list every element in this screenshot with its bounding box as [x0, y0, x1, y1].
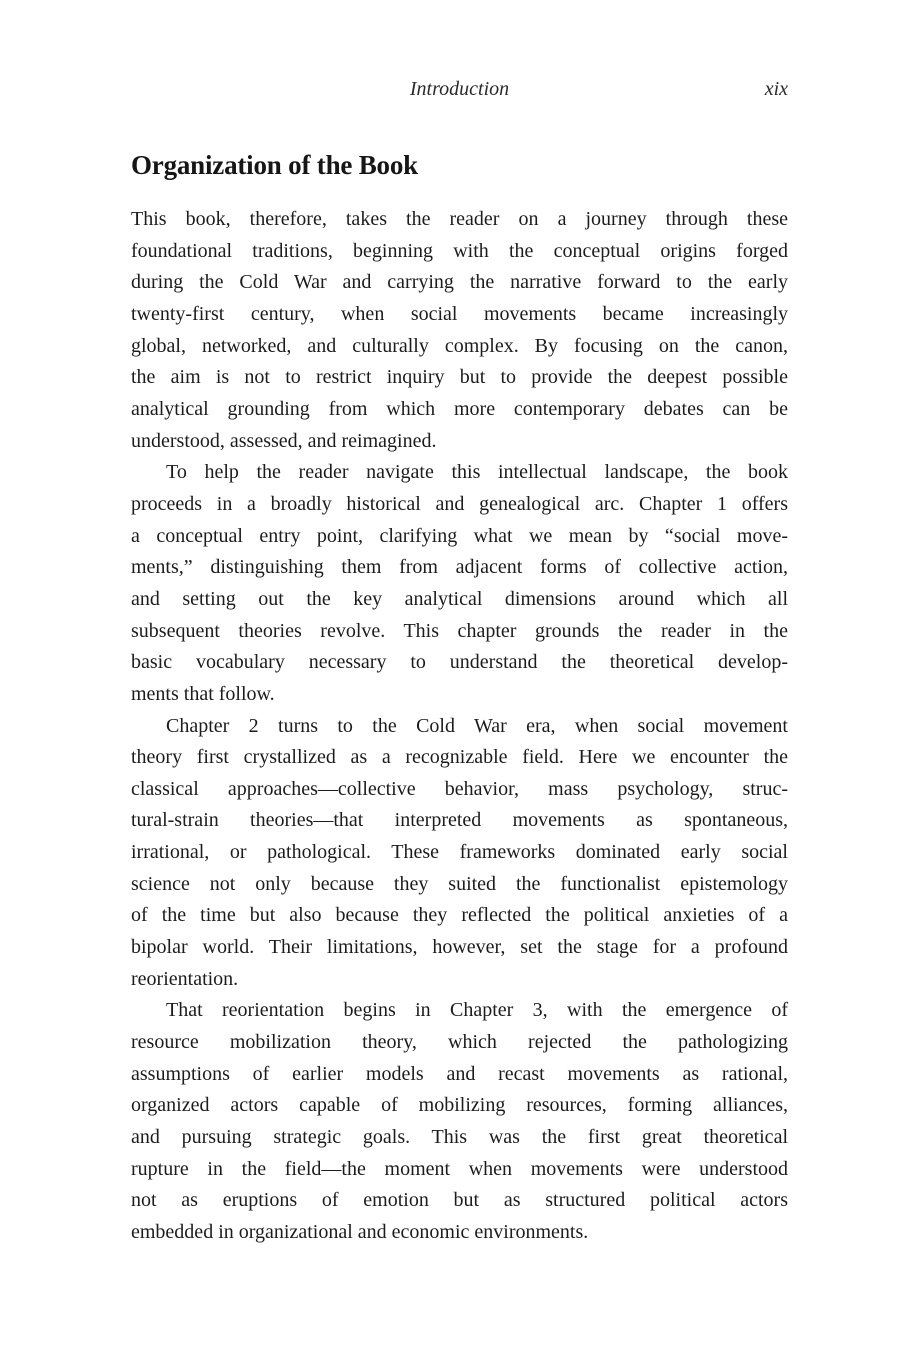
- paragraph: [131, 457, 788, 710]
- text-line: twenty-first century, when social movements became increasingly: [131, 302, 788, 325]
- page-content: [131, 76, 788, 1249]
- section-heading: Organization of the Book: [131, 150, 418, 180]
- text-line: resource mobilization theory, which rejected the pathologizing: [131, 1031, 788, 1054]
- text-line: organized actors capable of mobilizing resources, forming alliances,: [131, 1094, 788, 1117]
- text-line: rupture in the field—the moment when movements were understood: [131, 1157, 788, 1180]
- text-line: basic vocabulary necessary to understand the theoretical develop-: [131, 651, 788, 674]
- text-line: ments that follow.: [131, 682, 275, 705]
- text-line: the aim is not to restrict inquiry but to provide the deepest possible: [131, 366, 788, 389]
- text-line: embedded in organizational and economic environments.: [131, 1221, 589, 1243]
- text-line: understood, assessed, and reimagined.: [131, 429, 437, 452]
- text-line: Chapter 2 turns to the Cold War era, when social movement: [166, 714, 788, 737]
- paragraph: [131, 711, 788, 996]
- text-line: This book, therefore, takes the reader on a journey through these: [131, 208, 788, 230]
- text-line: a conceptual entry point, clarifying what we mean by “social move-: [131, 524, 788, 547]
- text-line: bipolar world. Their limitations, however, set the stage for a profound: [131, 936, 788, 959]
- page-header: [131, 76, 788, 102]
- paragraph: [131, 995, 788, 1248]
- text-line: during the Cold War and carrying the narrative forward to the early: [131, 271, 788, 294]
- body-text: [131, 204, 788, 1249]
- text-line: ments,” distinguishing them from adjacent forms of collective action,: [131, 556, 788, 579]
- text-line: science not only because they suited the functionalist epistemology: [131, 872, 788, 895]
- text-line: not as eruptions of emotion but as structured political actors: [131, 1189, 788, 1212]
- text-line: and pursuing strategic goals. This was the first great theoretical: [131, 1126, 788, 1149]
- text-line: global, networked, and culturally complex. By focusing on the canon,: [131, 334, 788, 357]
- paragraph: [131, 204, 788, 457]
- text-line: theory first crystallized as a recognizable field. Here we encounter the: [131, 746, 788, 769]
- text-line: subsequent theories revolve. This chapter grounds the reader in the: [131, 619, 788, 642]
- text-line: foundational traditions, beginning with the conceptual origins forged: [131, 239, 788, 262]
- text-line: reorientation.: [131, 967, 239, 990]
- text-line: That reorientation begins in Chapter 3, with the emergence of: [166, 999, 788, 1022]
- text-line: irrational, or pathological. These frameworks dominated early social: [131, 841, 788, 864]
- text-line: analytical grounding from which more contemporary debates can be: [131, 397, 788, 420]
- text-line: To help the reader navigate this intellectual landscape, the book: [166, 461, 788, 484]
- text-line: of the time but also because they reflected the political anxieties of a: [131, 904, 788, 927]
- page-number: xix: [764, 78, 788, 100]
- text-line: proceeds in a broadly historical and genealogical arc. Chapter 1 offers: [131, 492, 788, 515]
- text-line: assumptions of earlier models and recast movements as rational,: [131, 1062, 788, 1085]
- text-line: classical approaches—collective behavior, mass psychology, struc-: [131, 777, 788, 800]
- text-line: and setting out the key analytical dimensions around which all: [131, 587, 788, 610]
- running-title: Introduction: [409, 78, 510, 100]
- text-line: tural-strain theories—that interpreted movements as spontaneous,: [131, 809, 788, 832]
